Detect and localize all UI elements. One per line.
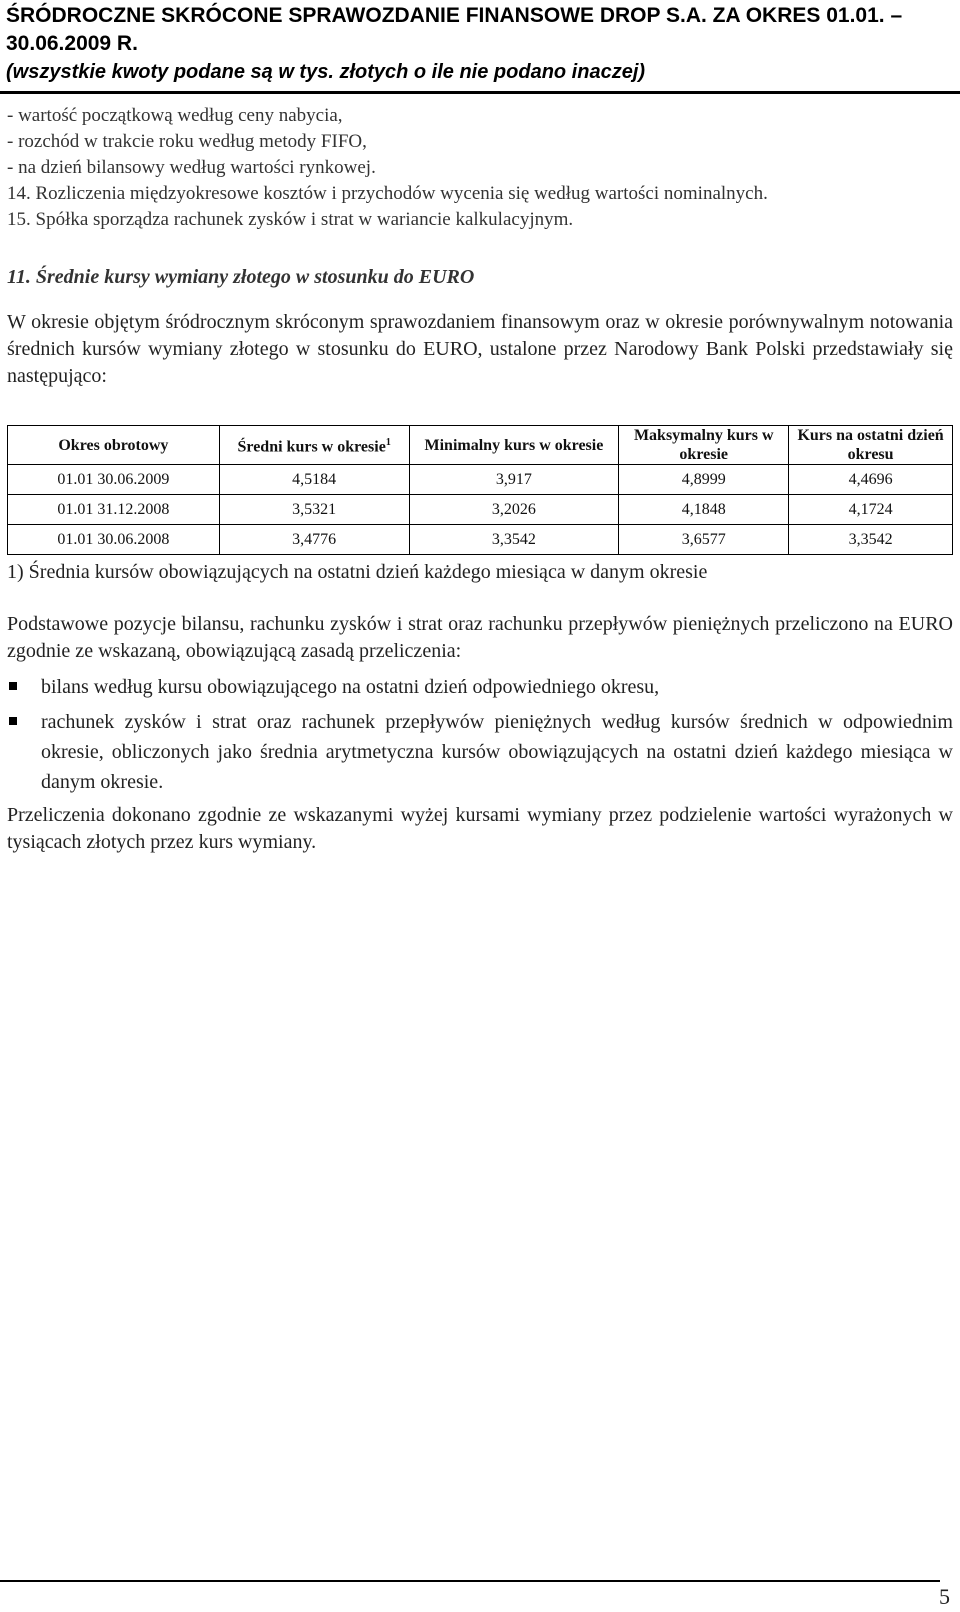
cell-period: 01.01 31.12.2008 bbox=[8, 495, 220, 525]
report-title: ŚRÓDROCZNE SKRÓCONE SPRAWOZDANIE FINANSOWE DROP S.A. ZA OKRES 01.01. – 30.06.2009 R. bbox=[6, 4, 903, 55]
cell-minimum: 3,3542 bbox=[409, 525, 619, 555]
col-header-average bbox=[219, 426, 409, 465]
footer-divider bbox=[0, 1580, 940, 1582]
col-header-maximum: Maksymalny kurs w okresie bbox=[619, 426, 789, 465]
col-header-period: Okres obrotowy bbox=[8, 426, 220, 465]
square-bullet-icon bbox=[9, 717, 17, 725]
table-row bbox=[8, 465, 953, 495]
conversion-rules-list bbox=[7, 672, 953, 802]
report-subtitle: (wszystkie kwoty podane są w tys. złotych o ile nie podano inaczej) bbox=[6, 61, 646, 83]
cell-closing: 4,1724 bbox=[789, 495, 953, 525]
cell-maximum: 4,1848 bbox=[619, 495, 789, 525]
intro-line: 15. Spółka sporządza rachunek zysków i strat w wariancie kalkulacyjnym. bbox=[7, 209, 574, 230]
section-heading: 11. Średnie kursy wymiany złotego w stosunku do EURO bbox=[7, 266, 475, 288]
intro-line: - na dzień bilansowy według wartości rynkowej. bbox=[7, 157, 376, 178]
page-header bbox=[6, 2, 956, 86]
table-row bbox=[8, 525, 953, 555]
table-header-row bbox=[8, 426, 953, 465]
cell-average: 3,4776 bbox=[219, 525, 409, 555]
intro-line: - wartość początkową według ceny nabycia, bbox=[7, 105, 343, 126]
cell-average: 4,5184 bbox=[219, 465, 409, 495]
cell-closing: 4,4696 bbox=[789, 465, 953, 495]
cell-minimum: 3,917 bbox=[409, 465, 619, 495]
col-header-closing: Kurs na ostatni dzień okresu bbox=[789, 426, 953, 465]
table-row bbox=[8, 495, 953, 525]
list-item bbox=[7, 707, 953, 797]
cell-minimum: 3,2026 bbox=[409, 495, 619, 525]
exchange-rates-table bbox=[7, 425, 953, 555]
col-header-minimum: Minimalny kurs w okresie bbox=[409, 426, 619, 465]
cell-period: 01.01 30.06.2008 bbox=[8, 525, 220, 555]
page-number: 5 bbox=[939, 1584, 950, 1609]
list-item bbox=[7, 672, 953, 702]
paragraph-conversion-method: Przeliczenia dokonano zgodnie ze wskazanymi wyżej kursami wymiany przez podzielenie wartości wyrażonych w tysiącach złotych przez kurs wymiany. bbox=[7, 804, 953, 853]
table-footnote: 1) Średnia kursów obowiązujących na ostatni dzień każdego miesiąca w danym okresie bbox=[7, 561, 708, 583]
col-header-average-label: Średni kurs w okresie bbox=[237, 438, 386, 456]
intro-line: - rozchód w trakcie roku według metody FIFO, bbox=[7, 131, 367, 152]
cell-closing: 3,3542 bbox=[789, 525, 953, 555]
cell-period: 01.01 30.06.2009 bbox=[8, 465, 220, 495]
paragraph-conversion: Podstawowe pozycje bilansu, rachunku zysków i strat oraz rachunku przepływów pieniężnych przeliczono na EURO zgodnie ze wskazaną, obowiązującą zasadą przeliczenia: bbox=[7, 613, 953, 662]
paragraph-rates-intro: W okresie objętym śródrocznym skróconym sprawozdaniem finansowym oraz w okresie porównywalnym notowania średnich kursów wymiany złotego w stosunku do EURO, ustalone przez Narodowy Bank Polski przedstawiały się następująco: bbox=[7, 311, 953, 387]
intro-line: 14. Rozliczenia międzyokresowe kosztów i przychodów wycenia się według wartości nominalnych. bbox=[7, 183, 768, 204]
cell-maximum: 4,8999 bbox=[619, 465, 789, 495]
list-item-text: rachunek zysków i strat oraz rachunek przepływów pieniężnych według kursów średnich w odpowiednim okresie, obliczonych jako średnia arytmetyczna kursów obowiązujących na ostatni dzień każdego miesiąca w danym okresie. bbox=[41, 711, 953, 793]
square-bullet-icon bbox=[9, 682, 17, 690]
footnote-marker: 1 bbox=[385, 437, 391, 449]
cell-maximum: 3,6577 bbox=[619, 525, 789, 555]
list-item-text: bilans według kursu obowiązującego na ostatni dzień odpowiedniego okresu, bbox=[41, 676, 660, 698]
intro-lines bbox=[7, 103, 952, 233]
header-divider bbox=[0, 91, 960, 94]
cell-average: 3,5321 bbox=[219, 495, 409, 525]
